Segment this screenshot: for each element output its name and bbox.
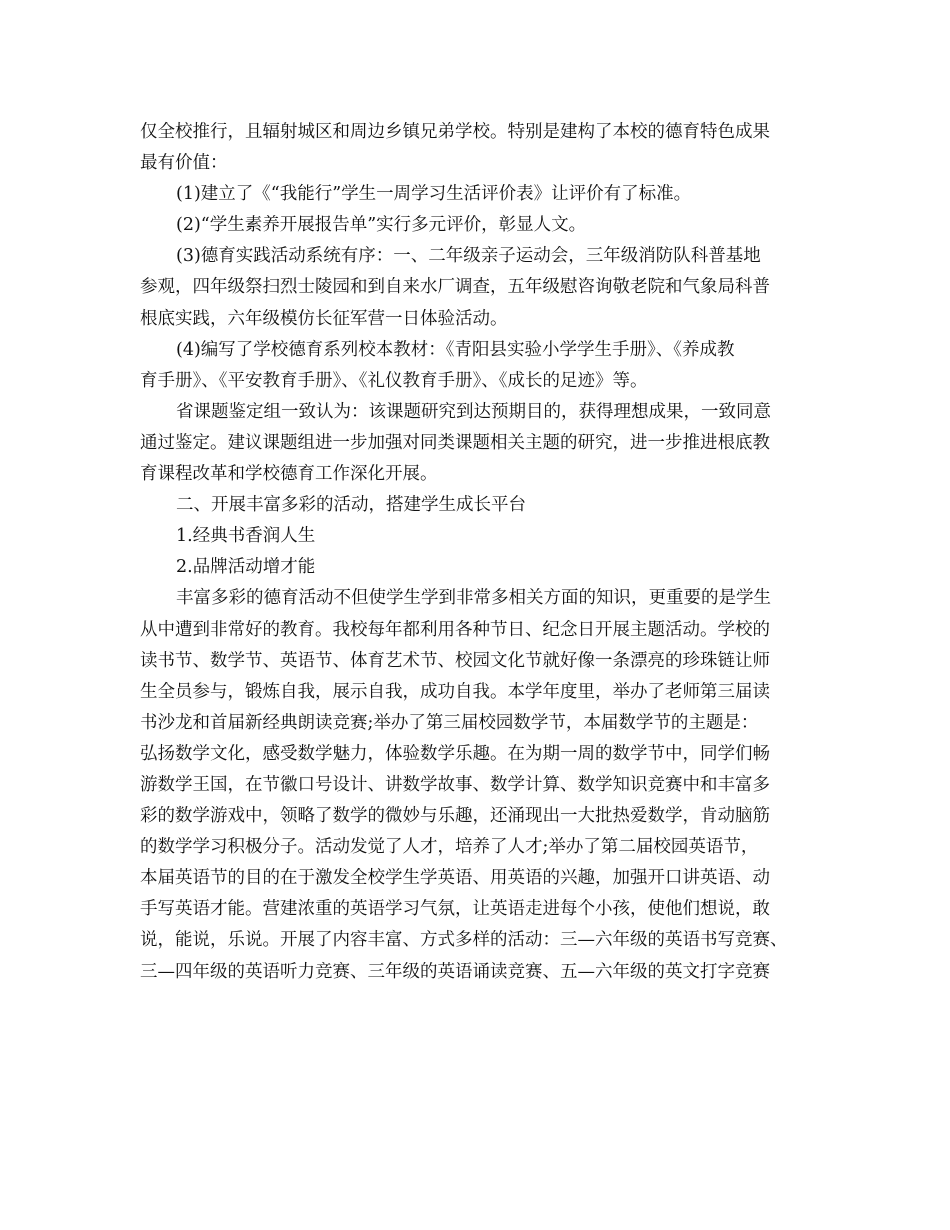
text-line: (2)“学生素养开展报告单”实行多元评价，彰显人文。: [176, 215, 587, 236]
text-line: 的数学学习积极分子。活动发觉了人才，培养了人才;举办了第二届校园英语节，: [140, 837, 759, 858]
text-line: 育课程改革和学校德育工作深化开展。: [140, 464, 438, 485]
text-line: 手写英语才能。营建浓重的英语学习气氛，让英语走进每个小孩，使他们想说，敢: [140, 899, 770, 920]
text-line: 弘扬数学文化，感受数学魅力，体验数学乐趣。在为期一周的数学节中，同学们畅: [140, 743, 770, 764]
text-line: 1.经典书香润人生: [176, 526, 316, 547]
text-line: 2.品牌活动增才能: [176, 557, 316, 578]
text-line: 彩的数学游戏中，领略了数学的微妙与乐趣，还涌现出一大批热爱数学，肯动脑筋: [140, 806, 770, 827]
text-line: 生全员参与，锻炼自我，展示自我，成功自我。本学年度里，举办了老师第三届读: [140, 681, 770, 702]
document-body: [140, 117, 830, 988]
text-line: 育手册》、《平安教育手册》、《礼仪教育手册》、《成长的足迹》等。: [140, 370, 648, 391]
text-line: 说，能说，乐说。开展了内容丰富、方式多样的活动：三—六年级的英语书写竞赛、: [140, 930, 788, 951]
text-line: 二、开展丰富多彩的活动，搭建学生成长平台: [176, 495, 526, 516]
text-line: 参观，四年级祭扫烈士陵园和到自来水厂调查，五年级慰咨询敬老院和气象局科普: [140, 277, 770, 298]
text-line: (4)编写了学校德育系列校本教材：《青阳县实验小学学生手册》、《养成教: [176, 339, 735, 360]
text-line: 三—四年级的英语听力竞赛、三年级的英语诵读竞赛、五—六年级的英文打字竞赛: [140, 961, 770, 982]
text-line: (3)德育实践活动系统有序：一、二年级亲子运动会，三年级消防队科普基地: [176, 246, 761, 267]
text-line: 书沙龙和首届新经典朗读竞赛;举办了第三届校园数学节，本届数学节的主题是：: [140, 712, 759, 733]
text-line: 仅全校推行，且辐射城区和周边乡镇兄弟学校。特别是建构了本校的德育特色成果: [140, 122, 770, 142]
text-line: 省课题鉴定组一致认为：该课题研究到达预期目的，获得理想成果，一致同意: [176, 401, 771, 422]
text-line: 本届英语节的目的在于激发全校学生学英语、用英语的兴趣，加强开口讲英语、动: [140, 868, 770, 889]
text-line: (1)建立了《“我能行”学生一周学习生活评价表》让评价有了标准。: [176, 184, 692, 205]
text-line: 从中遭到非常好的教育。我校每年都利用各种节日、纪念日开展主题活动。学校的: [140, 619, 770, 640]
text-line: 最有价值：: [140, 153, 228, 174]
text-line: 读书节、数学节、英语节、体育艺术节、校园文化节就好像一条漂亮的珍珠链让师: [140, 650, 770, 671]
text-line: 丰富多彩的德育活动不但使学生学到非常多相关方面的知识，更重要的是学生: [176, 588, 771, 609]
text-line: 根底实践，六年级模仿长征军营一日体验活动。: [140, 308, 508, 329]
text-line: 游数学王国，在节徽口号设计、讲数学故事、数学计算、数学知识竞赛中和丰富多: [140, 774, 770, 795]
text-line: 通过鉴定。建议课题组进一步加强对同类课题相关主题的研究，进一步推进根底教: [140, 432, 770, 453]
